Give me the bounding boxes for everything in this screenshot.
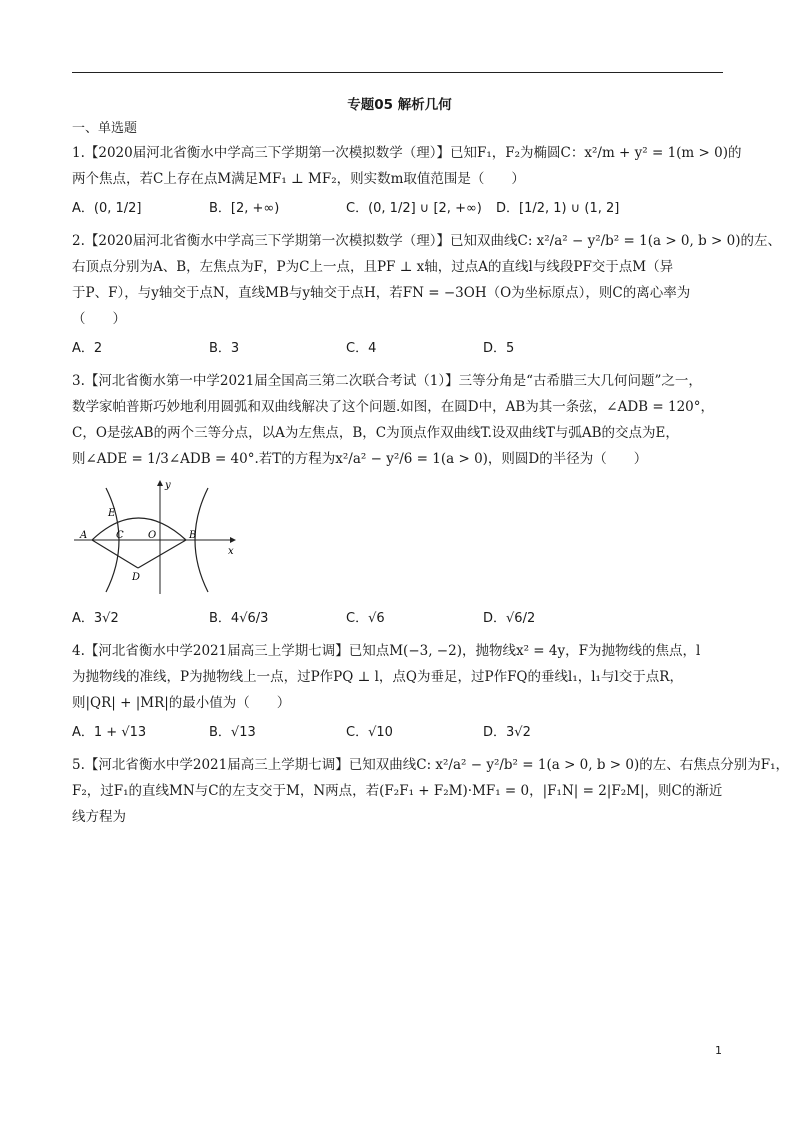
label-o: O: [148, 530, 157, 541]
label-d: D: [132, 572, 141, 583]
question-line: F₂，过F₁的直线MN与C的左支交于M，N两点，若(F₂F₁ + F₂M)·MF₁ = 0，|F₁N| = 2|F₂M|，则C的渐近: [72, 783, 723, 799]
option-a: A．2: [72, 341, 103, 356]
question-line: 3.【河北省衡水第一中学2021届全国高三第二次联合考试（1）】三等分角是“古希腊三大几何问题”之一，: [72, 373, 702, 389]
option-d: D．5: [483, 341, 515, 356]
question-line: （ ）: [72, 311, 126, 327]
label-x: x: [228, 546, 234, 557]
option-a: A．3√2: [72, 611, 119, 626]
label-a: A: [80, 530, 88, 541]
option-c: C．(0, 1/2] ∪ [2, +∞): [346, 201, 482, 216]
circle-arc: [92, 518, 186, 540]
question-line: 1.【2020届河北省衡水中学高三下学期第一次模拟数学（理）】已知F₁，F₂为椭圆C：x²/m + y² = 1(m > 0)的: [72, 145, 742, 161]
label-y: y: [165, 480, 171, 491]
option-a: A．(0, 1/2]: [72, 201, 142, 216]
geometry-figure: [72, 478, 727, 596]
options-row: [72, 716, 727, 750]
question-line: 于P、F），与y轴交于点N，直线MB与y轴交于点H，若FN = −3OH（O为坐标原点），则C的离心率为: [72, 285, 691, 301]
option-d: D．3√2: [483, 725, 531, 740]
hyperbola-circle-diagram: [72, 478, 242, 596]
option-d: D．[1/2, 1) ∪ (1, 2]: [496, 201, 620, 216]
label-e: E: [108, 508, 116, 519]
question-line: 线方程为: [72, 809, 126, 825]
question-line: 2.【2020届河北省衡水中学高三下学期第一次模拟数学（理）】已知双曲线C: x²/a² − y²/b² = 1(a > 0, b > 0)的左、: [72, 233, 781, 249]
option-d: D．√6/2: [483, 611, 536, 626]
option-c: C．√6: [346, 611, 385, 626]
options-row: [72, 332, 727, 366]
header-rule: [72, 72, 723, 73]
question-5: [72, 752, 790, 830]
option-b: B．3: [209, 341, 240, 356]
option-c: C．4: [346, 341, 377, 356]
question-line: 右顶点分别为A、B，左焦点为F，P为C上一点，且PF ⊥ x轴，过点A的直线l与线段PF交于点M（异: [72, 259, 674, 275]
options-row: [72, 192, 727, 226]
option-a: A．1 + √13: [72, 725, 147, 740]
question-2: [72, 228, 781, 366]
question-line: C，O是弦AB的两个三等分点，以A为左焦点，B，C为顶点作双曲线T.设双曲线T与弧AB的交点为E，: [72, 425, 679, 441]
label-c: C: [116, 530, 124, 541]
question-line: 两个焦点，若C上存在点M满足MF₁ ⊥ MF₂，则实数m取值范围是（ ）: [72, 171, 525, 187]
radius-da: [92, 540, 138, 568]
question-line: 4.【河北省衡水中学2021届高三上学期七调】已知点M(−3, −2)，抛物线x² = 4y，F为抛物线的焦点，l: [72, 643, 701, 659]
question-3: [72, 368, 727, 636]
option-c: C．√10: [346, 725, 393, 740]
option-b: B．4√6/3: [209, 611, 269, 626]
option-b: B．[2, +∞): [209, 201, 280, 216]
question-line: 为抛物线的准线，P为抛物线上一点，过P作PQ ⊥ l，点Q为垂足，过P作FQ的垂线l₁，l₁与l交于点R，: [72, 669, 683, 685]
page-title: 专题05 解析几何: [347, 97, 452, 113]
option-b: B．√13: [209, 725, 256, 740]
x-axis-arrow: [230, 537, 236, 543]
question-1: [72, 140, 742, 226]
question-line: 5.【河北省衡水中学2021届高三上学期七调】已知双曲线C: x²/a² − y²/b² = 1(a > 0, b > 0)的左、右焦点分别为F₁，: [72, 757, 790, 773]
radius-db: [138, 540, 186, 568]
y-axis-arrow: [157, 480, 163, 486]
question-line: 则|QR| + |MR|的最小值为（ ）: [72, 695, 291, 711]
label-b: B: [189, 530, 197, 541]
section-heading: 一、单选题: [72, 121, 138, 136]
question-line: 数学家帕普斯巧妙地利用圆弧和双曲线解决了这个问题.如图，在圆D中，AB为其一条弦，∠ADB = 120°，: [72, 399, 715, 415]
page-number: 1: [715, 1044, 722, 1057]
document-body: [72, 86, 790, 830]
question-4: [72, 638, 727, 750]
question-line: 则∠ADE = 1/3∠ADB = 40°.若T的方程为x²/a² − y²/6 = 1(a > 0)，则圆D的半径为（ ）: [72, 451, 648, 467]
options-row: [72, 602, 727, 636]
